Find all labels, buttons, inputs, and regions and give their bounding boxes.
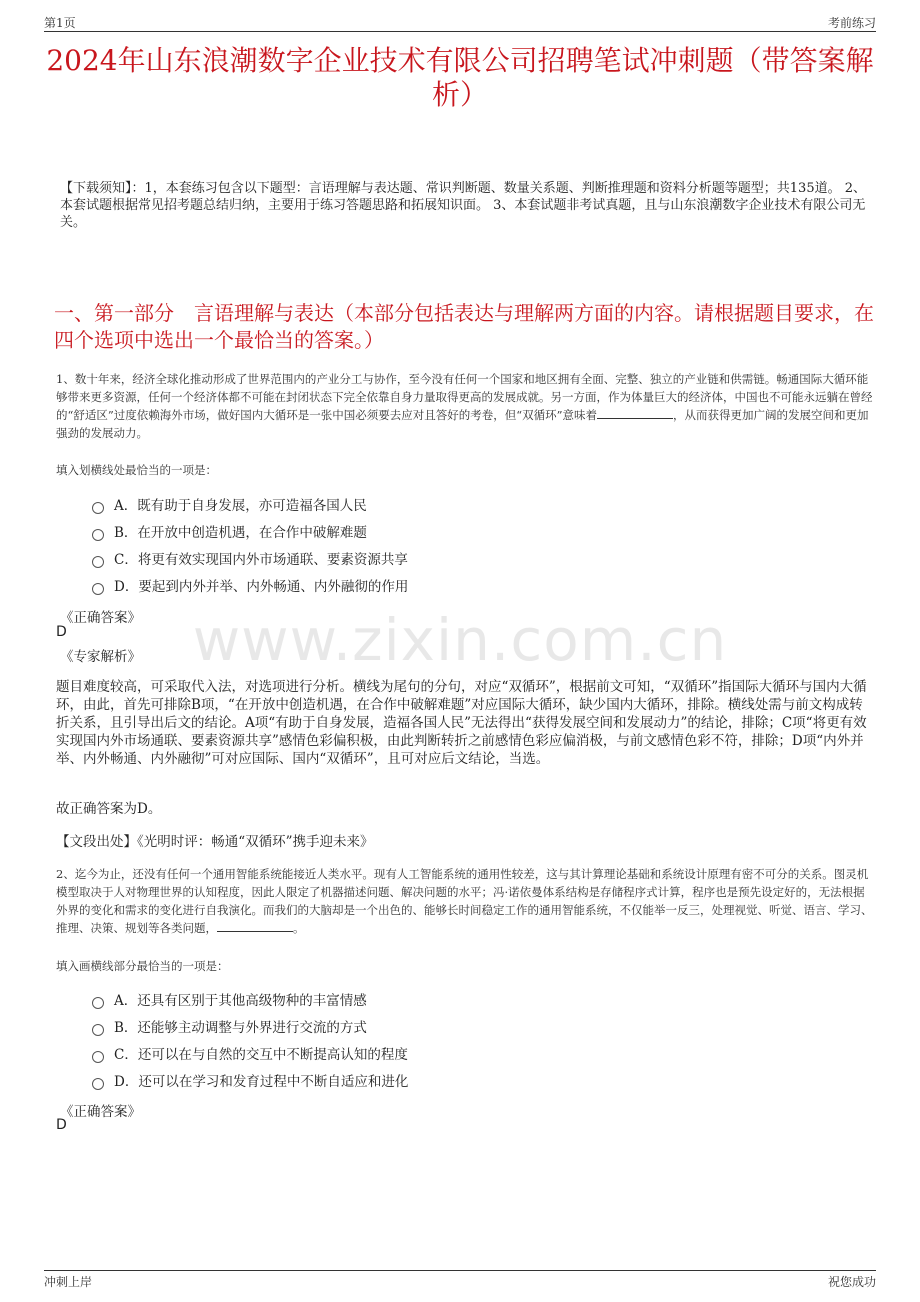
option-label: C．将更有效实现国内外市场通联、要素资源共享 [114, 551, 408, 568]
question-2-text [56, 865, 874, 937]
radio-icon[interactable] [92, 1078, 104, 1090]
question-1-option-d[interactable] [92, 571, 592, 598]
question-2-option-a[interactable] [92, 985, 592, 1012]
radio-icon[interactable] [92, 556, 104, 568]
radio-icon[interactable] [92, 583, 104, 595]
question-1-option-b[interactable] [92, 517, 592, 544]
footer-left: 冲刺上岸 [44, 1275, 93, 1289]
question-1-conclusion: 故正确答案为D。 [56, 801, 162, 817]
question-1-option-a[interactable] [92, 490, 592, 517]
header-label: 考前练习 [827, 16, 876, 30]
radio-icon[interactable] [92, 997, 104, 1009]
page-header [44, 14, 876, 32]
question-1-source: 【文段出处】《光明时评：畅通“双循环”携手迎未来》 [56, 834, 374, 850]
question-2-option-d[interactable] [92, 1066, 592, 1093]
document-title: 2024年山东浪潮数字企业技术有限公司招聘笔试冲刺题（带答案解析） [46, 44, 874, 111]
option-label: A．既有助于自身发展，亦可造福各国人民 [114, 497, 367, 514]
question-1-analysis: 题目难度较高，可采取代入法，对选项进行分析。横线为尾句的分句，对应“双循环”，根据前文可知，“双循环”指国际大循环与国内大循环，由此，首先可排除B项，“在开放中创造机遇，在合作中破解难题”对应国际大循环，缺少国内大循环，排除。横线处需与前文构成转折关系，且引导出后文的结论。A项“有助于自身发展，造福各国人民”无法得出“获得发展空间和发展动力”的结论，排除；C项“将更有效实现国内外市场通联、要素资源共享”感情色彩偏积极，由此判断转折之前感情色彩应偏消极，与前文感情色彩不符，排除；D项“内外并举、内外畅通、内外融彻”可对应国际、国内“双循环”，且可对应后文结论，当选。 [56, 679, 867, 767]
question-1-answer-label: 《正确答案》 [60, 610, 141, 626]
question-2-answer-label: 《正确答案》 [60, 1104, 141, 1120]
question-2-options [92, 985, 592, 1093]
radio-icon[interactable] [92, 502, 104, 514]
question-1-prompt: 填入划横线处最恰当的一项是： [56, 463, 217, 477]
section-title: 一、第一部分 言语理解与表达（本部分包括表达与理解两方面的内容。请根据题目要求，在四个选项中选出一个最恰当的答案。） [54, 301, 874, 352]
question-2-text-before: 2、迄今为止，还没有任何一个通用智能系统能接近人类水平。现有人工智能系统的通用性较差，这与其计算理论基础和系统设计原理有密不可分的关系。图灵机模型取决于人对物理世界的认知程度，因此人限定了机器描述问题、解决问题的水平；冯·诺依曼体系结构是存储程序式计算，程序也是预先设定好的，无法根据外界的变化和需求的变化进行自我演化。而我们的大脑却是一个出色的、能够长时间稳定工作的通用智能系统，不仅能举一反三，处理视觉、听觉、语言、学习、推理、决策、规划等各类问题， [56, 867, 873, 935]
radio-icon[interactable] [92, 529, 104, 541]
download-notice: 【下载须知】：1，本套练习包含以下题型：言语理解与表达题、常识判断题、数量关系题、判断推理题和资料分析题等题型；共135道。 2、本套试题根据常见招考题总结归纳，主要用于练习答题思路和拓展知识面。 3、本套试题非考试真题，且与山东浪潮数字企业技术有限公司无关。 [60, 181, 866, 230]
question-1-option-c[interactable] [92, 544, 592, 571]
question-2-text-after: 。 [293, 921, 305, 935]
footer-right: 祝您成功 [827, 1275, 876, 1289]
question-1-analysis-label: 《专家解析》 [60, 649, 141, 665]
option-label: B．还能够主动调整与外界进行交流的方式 [114, 1019, 367, 1036]
question-2-option-c[interactable] [92, 1039, 592, 1066]
question-1-text [56, 370, 874, 442]
radio-icon[interactable] [92, 1051, 104, 1063]
option-label: A．还具有区别于其他高级物种的丰富情感 [114, 992, 367, 1009]
question-2-prompt: 填入画横线部分最恰当的一项是： [56, 959, 229, 973]
option-label: C．还可以在与自然的交互中不断提高认知的程度 [114, 1046, 408, 1063]
question-1-text-before: 1、数十年来，经济全球化推动形成了世界范围内的产业分工与协作，至今没有任何一个国家和地区拥有全面、完整、独立的产业链和供需链。畅通国际大循环能够带来更多资源，任何一个经济体都不可能在封闭状态下完全依靠自身力量取得更高的发展成就。另一方面，作为体量巨大的经济体，中国也不可能永远躺在曾经的“舒适区”过度依赖海外市场，做好国内大循环是一张中国必须要去应对且答好的考卷，但“双循环”意味着 [56, 372, 873, 422]
option-label: B．在开放中创造机遇，在合作中破解难题 [114, 524, 367, 541]
question-1-blank [597, 407, 673, 419]
radio-icon[interactable] [92, 1024, 104, 1036]
watermark: www.zixin.com.cn [192, 606, 728, 674]
page-footer [44, 1270, 876, 1288]
question-2-answer: D [56, 1117, 67, 1133]
question-1-options [92, 490, 592, 598]
option-label: D．要起到内外并举、内外畅通、内外融彻的作用 [114, 578, 409, 595]
question-1-answer: D [56, 624, 67, 640]
question-2-option-b[interactable] [92, 1012, 592, 1039]
page-number: 第1页 [44, 16, 76, 30]
question-2-blank [217, 920, 293, 932]
question-1-text-after: ，从而获得更加广阔的发展空间和更加强劲的发展动力。 [56, 408, 869, 440]
option-label: D．还可以在学习和发育过程中不断自适应和进化 [114, 1073, 409, 1090]
